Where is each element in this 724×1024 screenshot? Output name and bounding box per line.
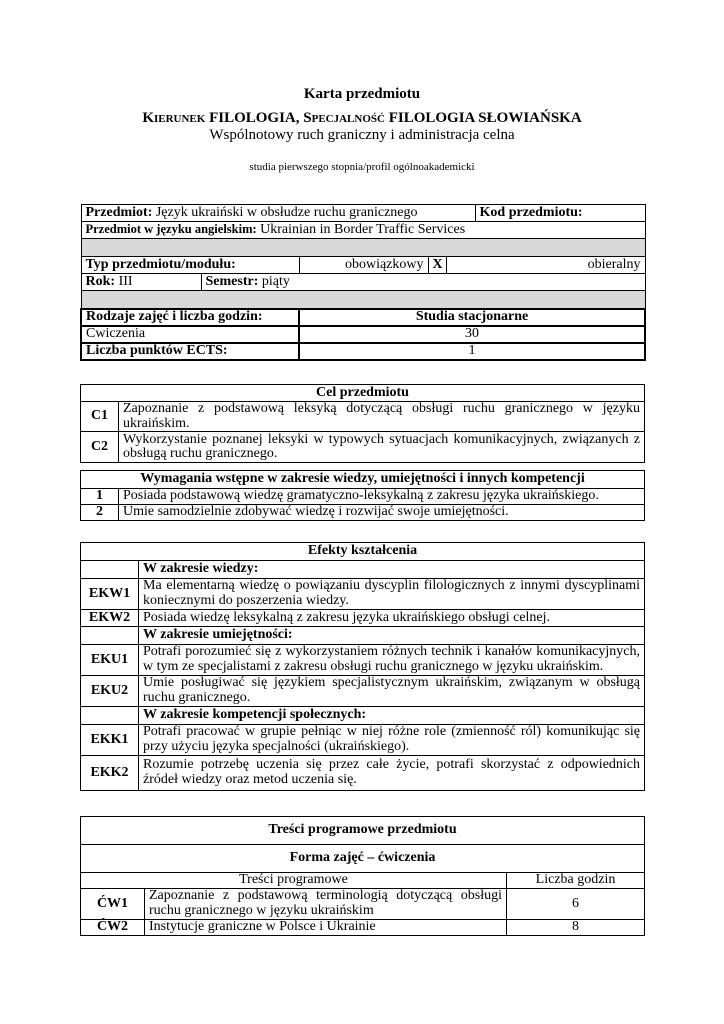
outcome-text: Umie posługiwać się językiem specjalistycznym ukraińskim, związanym w obsługą ruchu granicznego. bbox=[139, 676, 645, 707]
requirement-text: Umie samodzielnie zdobywać wiedzę i rozwijać swoje umiejętności. bbox=[119, 505, 645, 521]
program-table bbox=[80, 816, 645, 936]
exercises-label: Ćwiczenia bbox=[81, 326, 299, 343]
type-mark: X bbox=[428, 257, 446, 274]
program-row-code: ĆW1 bbox=[81, 889, 145, 920]
competence-title: W zakresie kompetencji społecznych: bbox=[139, 707, 645, 725]
year-label: Rok: bbox=[85, 273, 116, 289]
program-row-hours: 6 bbox=[507, 889, 645, 920]
outcome-text: Potrafi porozumieć się z wykorzystaniem różnych technik i kanałów komunikacyjnych, w tym ze specjalistami z zakresu obsługi ruchu granicznego w języku ukraińskim. bbox=[139, 645, 645, 676]
program-title: Treści programowe przedmiotu bbox=[81, 817, 645, 845]
requirements-table bbox=[80, 470, 645, 521]
requirement-code: 1 bbox=[81, 489, 119, 505]
gray-separator bbox=[81, 291, 645, 309]
subtitle: Wspólnotowy ruch graniczny i administracja celna bbox=[209, 127, 515, 143]
col-hours-header: Liczba godzin bbox=[507, 873, 645, 889]
col-content-header: Treści programowe bbox=[81, 873, 507, 889]
english-name-cell bbox=[81, 222, 645, 239]
goal-code: C2 bbox=[81, 432, 119, 463]
outcome-text: Ma elementarną wiedzę o powiązaniu dyscyplin filologicznych z innymi dyscyplinami koniecznymi do poszerzenia wiedzy. bbox=[139, 579, 645, 610]
subject-value: Język ukraiński w obsłudze ruchu granicznego bbox=[155, 204, 418, 220]
skills-title: W zakresie umiejętności: bbox=[139, 627, 645, 645]
hours-label: Rodzaje zajęć i liczba godzin: bbox=[81, 309, 299, 326]
outcome-code: EKW2 bbox=[81, 610, 139, 627]
outcome-code: EKK1 bbox=[81, 725, 139, 756]
requirement-text: Posiada podstawową wiedzę gramatyczno-leksykalną z zakresu języka ukraińskiego. bbox=[119, 489, 645, 505]
semester-label: Semestr: bbox=[205, 273, 259, 289]
ects-label: Liczba punktów ECTS: bbox=[81, 343, 299, 360]
semester-value: piąty bbox=[261, 273, 290, 289]
form-title: Forma zajęć – ćwiczenia bbox=[81, 845, 645, 873]
gray-separator bbox=[81, 239, 645, 257]
outcomes-table bbox=[80, 542, 645, 791]
outcome-text: Posiada wiedzę leksykalną z zakresu języka ukraińskiego obsługi celnej. bbox=[139, 610, 645, 627]
goals-title: Cel przedmiotu bbox=[81, 385, 645, 402]
study-level: studia pierwszego stopnia/profil ogólnoakademicki bbox=[249, 161, 475, 173]
kierunek-value: FILOLOGIA, bbox=[209, 110, 300, 126]
field-of-study bbox=[0, 110, 724, 127]
subject-label: Przedmiot: bbox=[85, 204, 153, 220]
kierunek-label: Kierunek bbox=[142, 110, 206, 126]
outcome-code: EKU2 bbox=[81, 676, 139, 707]
requirements-title: Wymagania wstępne w zakresie wiedzy, umiejętności i innych kompetencji bbox=[81, 471, 645, 489]
studies-label: Studia stacjonarne bbox=[299, 309, 645, 326]
course-code-label: Kod przedmiotu: bbox=[475, 205, 645, 222]
semester-cell bbox=[201, 274, 645, 291]
exercises-hours: 30 bbox=[299, 326, 645, 343]
knowledge-title: W zakresie wiedzy: bbox=[139, 561, 645, 579]
program-row-text: Zapoznanie z podstawową terminologią dotyczącą obsługi ruchu granicznego w języku ukraińskim bbox=[145, 889, 507, 920]
program-row-text: Instytucje graniczne w Polsce i Ukrainie bbox=[145, 920, 507, 936]
outcome-text: Rozumie potrzebę uczenia się przez całe życie, potrafi skorzystać z odpowiednich źródeł wiedzy oraz metod uczenia się. bbox=[139, 756, 645, 791]
ects-value: 1 bbox=[299, 343, 645, 360]
specjalnosc-value: FILOLOGIA SŁOWIAŃSKA bbox=[388, 110, 582, 126]
english-label: Przedmiot w języku angielskim: bbox=[85, 221, 257, 236]
document-title: Karta przedmiotu bbox=[303, 86, 421, 102]
subject-cell bbox=[81, 205, 475, 222]
requirement-code: 2 bbox=[81, 505, 119, 521]
goal-text: Wykorzystanie poznanej leksyki w typowych sytuacjach komunikacyjnych, związanych z obsługą ruchu granicznego. bbox=[119, 432, 645, 463]
specjalnosc-label: Specjalność bbox=[303, 110, 385, 126]
outcome-text: Potrafi pracować w grupie pełniąc w niej różne role (zmienność ról) komunikując się przy użyciu języka specjalności (ukraińskiego). bbox=[139, 725, 645, 756]
goals-table bbox=[80, 384, 645, 463]
type-elective: obieralny bbox=[446, 257, 645, 274]
type-label: Typ przedmiotu/modułu: bbox=[81, 257, 299, 274]
english-value: Ukrainian in Border Traffic Services bbox=[260, 221, 466, 237]
year-value: III bbox=[118, 273, 133, 289]
course-info-table bbox=[80, 204, 646, 361]
type-obligatory: obowiązkowy bbox=[299, 257, 428, 274]
program-row-code: ĆW2 bbox=[81, 920, 145, 936]
program-row-hours: 8 bbox=[507, 920, 645, 936]
goal-code: C1 bbox=[81, 402, 119, 432]
outcome-code: EKK2 bbox=[81, 756, 139, 791]
outcomes-title: Efekty kształcenia bbox=[81, 543, 645, 561]
goal-text: Zapoznanie z podstawową leksyką dotyczącą obsługi ruchu granicznego w języku ukraińskim. bbox=[119, 402, 645, 432]
outcome-code: EKW1 bbox=[81, 579, 139, 610]
year-cell bbox=[81, 274, 201, 291]
outcome-code: EKU1 bbox=[81, 645, 139, 676]
